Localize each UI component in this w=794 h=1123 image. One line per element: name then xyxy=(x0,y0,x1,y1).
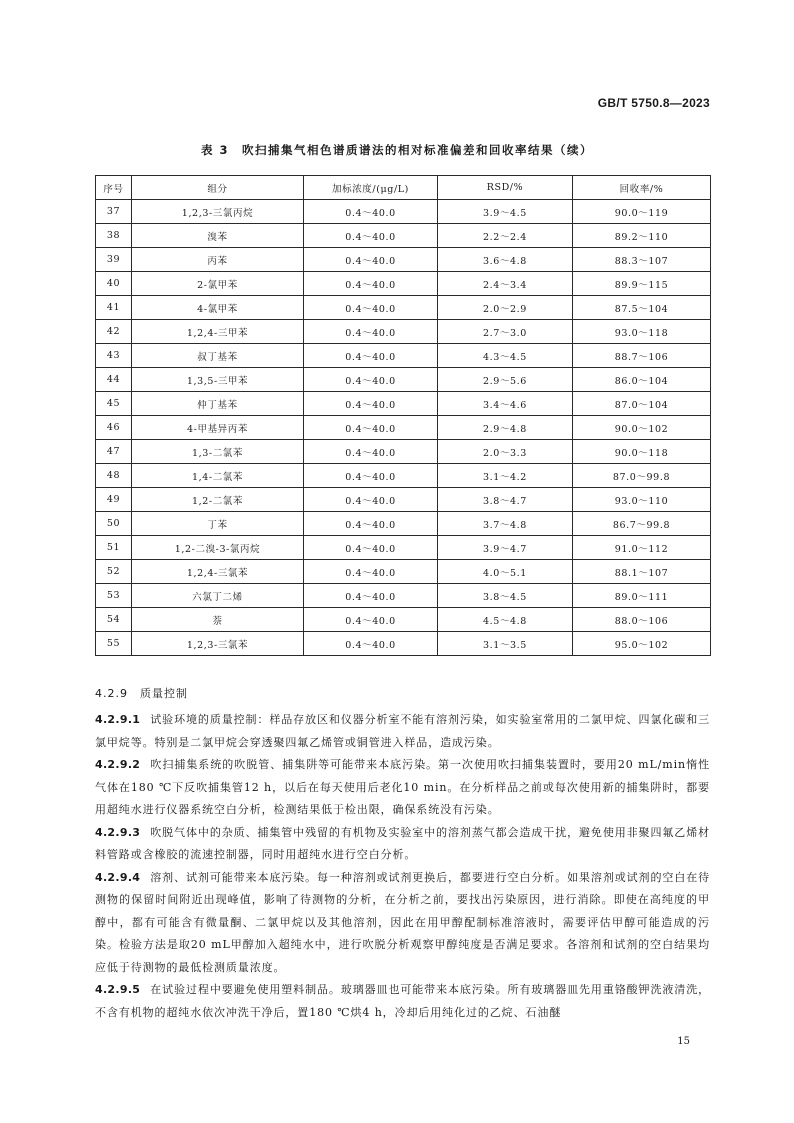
cell-component: 1,2,4-三甲苯 xyxy=(132,320,304,344)
cell-component: 2-氯甲苯 xyxy=(132,272,304,296)
clause-number: 4.2.9.5 xyxy=(95,983,141,996)
cell-rsd: 3.7～4.8 xyxy=(438,512,573,536)
clause-paragraph xyxy=(95,979,710,1024)
cell-number: 51 xyxy=(96,536,132,560)
cell-spike-concentration: 0.4～40.0 xyxy=(304,608,438,632)
cell-rsd: 4.5～4.8 xyxy=(438,608,573,632)
cell-component: 1,2-二氯苯 xyxy=(132,488,304,512)
column-header-rsd: RSD/% xyxy=(438,176,573,200)
clause-text: 吹扫捕集系统的吹脱管、捕集阱等可能带来本底污染。第一次使用吹扫捕集装置时，要用20 mL/min惰性气体在180 ℃下反吹捕集管12 h，以后在每天使用后老化10 min。在分析样品之前或每次使用新的捕集阱时，都要用超纯水进行仪器系统空白分析，检测结果低于检出限，确保系统没有污染。 xyxy=(95,758,710,816)
cell-component: 1,2,3-三氯苯 xyxy=(132,632,304,656)
cell-rsd: 3.1～4.2 xyxy=(438,464,573,488)
cell-recovery: 90.0～119 xyxy=(573,200,711,224)
table-row xyxy=(96,200,711,224)
clause-paragraph xyxy=(95,822,710,867)
cell-spike-concentration: 0.4～40.0 xyxy=(304,224,438,248)
cell-number: 40 xyxy=(96,272,132,296)
table-row xyxy=(96,584,711,608)
cell-rsd: 3.9～4.7 xyxy=(438,536,573,560)
section-number: 4.2.9 xyxy=(95,687,128,700)
column-header-spike-concentration: 加标浓度/(μg/L) xyxy=(304,176,438,200)
table-header-row xyxy=(96,176,711,200)
clause-text: 试验环境的质量控制：样品存放区和仪器分析室不能有溶剂污染，如实验室常用的二氯甲烷、四氯化碳和三氯甲烷等。特别是二氯甲烷会穿透聚四氟乙烯管或铜管进入样品，造成污染。 xyxy=(95,713,710,749)
cell-recovery: 90.0～102 xyxy=(573,416,711,440)
cell-component: 4-甲基异丙苯 xyxy=(132,416,304,440)
cell-recovery: 89.0～111 xyxy=(573,584,711,608)
table-body xyxy=(96,200,711,656)
cell-number: 39 xyxy=(96,248,132,272)
cell-rsd: 3.8～4.5 xyxy=(438,584,573,608)
clause-paragraph xyxy=(95,754,710,822)
cell-number: 54 xyxy=(96,608,132,632)
cell-component: 丙苯 xyxy=(132,248,304,272)
cell-rsd: 2.0～2.9 xyxy=(438,296,573,320)
cell-component: 1,4-二氯苯 xyxy=(132,464,304,488)
table-row xyxy=(96,536,711,560)
clause-paragraph xyxy=(95,867,710,980)
table-row xyxy=(96,416,711,440)
cell-spike-concentration: 0.4～40.0 xyxy=(304,272,438,296)
cell-number: 53 xyxy=(96,584,132,608)
cell-rsd: 3.1～3.5 xyxy=(438,632,573,656)
table-row xyxy=(96,632,711,656)
cell-rsd: 2.4～3.4 xyxy=(438,272,573,296)
cell-rsd: 3.4～4.6 xyxy=(438,392,573,416)
cell-recovery: 88.1～107 xyxy=(573,560,711,584)
cell-recovery: 89.2～110 xyxy=(573,224,711,248)
table-row xyxy=(96,224,711,248)
table-row xyxy=(96,344,711,368)
cell-component: 4-氯甲苯 xyxy=(132,296,304,320)
table-caption: 表 3 吹扫捕集气相色谱质谱法的相对标准偏差和回收率结果（续） xyxy=(200,143,593,157)
clause-text: 溶剂、试剂可能带来本底污染。每一种溶剂或试剂更换后，都要进行空白分析。如果溶剂或试剂的空白在待测物的保留时间附近出现峰值，影响了待测物的分析，在分析之前，要找出污染原因，进行消除。即使在高纯度的甲醇中，都有可能含有微量酮、二氯甲烷以及其他溶剂，因此在用甲醇配制标准溶液时，需要评估甲醇可能造成的污染。检验方法是取20 mL甲醇加入超纯水中，进行吹脱分析观察甲醇纯度是否满足要求。各溶剂和试剂的空白结果均应低于待测物的最低检测质量浓度。 xyxy=(95,870,710,974)
cell-component: 溴苯 xyxy=(132,224,304,248)
cell-component: 丁苯 xyxy=(132,512,304,536)
cell-recovery: 90.0～118 xyxy=(573,440,711,464)
cell-recovery: 88.0～106 xyxy=(573,608,711,632)
cell-component: 叔丁基苯 xyxy=(132,344,304,368)
clause-list xyxy=(95,709,710,1024)
cell-spike-concentration: 0.4～40.0 xyxy=(304,440,438,464)
table-row xyxy=(96,296,711,320)
cell-spike-concentration: 0.4～40.0 xyxy=(304,512,438,536)
cell-recovery: 93.0～118 xyxy=(573,320,711,344)
cell-component: 1,2-二溴-3-氯丙烷 xyxy=(132,536,304,560)
cell-number: 43 xyxy=(96,344,132,368)
cell-spike-concentration: 0.4～40.0 xyxy=(304,344,438,368)
cell-recovery: 88.3～107 xyxy=(573,248,711,272)
column-header-recovery: 回收率/% xyxy=(573,176,711,200)
cell-spike-concentration: 0.4～40.0 xyxy=(304,248,438,272)
cell-number: 55 xyxy=(96,632,132,656)
clause-number: 4.2.9.3 xyxy=(95,825,141,839)
table-row xyxy=(96,368,711,392)
cell-number: 45 xyxy=(96,392,132,416)
cell-rsd: 3.9～4.5 xyxy=(438,200,573,224)
cell-recovery: 88.7～106 xyxy=(573,344,711,368)
cell-rsd: 2.2～2.4 xyxy=(438,224,573,248)
table-row xyxy=(96,512,711,536)
cell-spike-concentration: 0.4～40.0 xyxy=(304,200,438,224)
cell-spike-concentration: 0.4～40.0 xyxy=(304,464,438,488)
cell-number: 41 xyxy=(96,296,132,320)
cell-spike-concentration: 0.4～40.0 xyxy=(304,536,438,560)
cell-component: 萘 xyxy=(132,608,304,632)
cell-recovery: 87.0～99.8 xyxy=(573,464,711,488)
cell-number: 38 xyxy=(96,224,132,248)
cell-component: 六氯丁二烯 xyxy=(132,584,304,608)
cell-rsd: 3.8～4.7 xyxy=(438,488,573,512)
cell-spike-concentration: 0.4～40.0 xyxy=(304,392,438,416)
cell-spike-concentration: 0.4～40.0 xyxy=(304,488,438,512)
table-row xyxy=(96,272,711,296)
table-row xyxy=(96,320,711,344)
cell-spike-concentration: 0.4～40.0 xyxy=(304,416,438,440)
cell-component: 1,2,3-三氯丙烷 xyxy=(132,200,304,224)
cell-number: 50 xyxy=(96,512,132,536)
clause-paragraph xyxy=(95,709,710,754)
cell-number: 48 xyxy=(96,464,132,488)
cell-recovery: 89.9～115 xyxy=(573,272,711,296)
cell-rsd: 2.7～3.0 xyxy=(438,320,573,344)
cell-number: 44 xyxy=(96,368,132,392)
table-row xyxy=(96,464,711,488)
cell-spike-concentration: 0.4～40.0 xyxy=(304,296,438,320)
cell-recovery: 93.0～110 xyxy=(573,488,711,512)
cell-component: 1,3,5-三甲苯 xyxy=(132,368,304,392)
cell-spike-concentration: 0.4～40.0 xyxy=(304,632,438,656)
cell-number: 42 xyxy=(96,320,132,344)
standard-code: GB/T 5750.8—2023 xyxy=(597,96,710,110)
table-row xyxy=(96,608,711,632)
cell-number: 37 xyxy=(96,200,132,224)
results-table xyxy=(95,175,711,656)
cell-component: 仲丁基苯 xyxy=(132,392,304,416)
cell-rsd: 4.3～4.5 xyxy=(438,344,573,368)
cell-component: 1,2,4-三氯苯 xyxy=(132,560,304,584)
cell-recovery: 87.0～104 xyxy=(573,392,711,416)
cell-recovery: 95.0～102 xyxy=(573,632,711,656)
clause-text: 在试验过程中要避免使用塑料制品。玻璃器皿也可能带来本底污染。所有玻璃器皿先用重铬酸钾洗液清洗，不含有机物的超纯水依次冲洗干净后，置180 ℃烘4 h，冷却后用纯化过的乙烷、石油醚 xyxy=(95,983,710,1019)
cell-rsd: 2.9～4.8 xyxy=(438,416,573,440)
cell-number: 46 xyxy=(96,416,132,440)
clause-number: 4.2.9.1 xyxy=(95,713,141,726)
cell-recovery: 87.5～104 xyxy=(573,296,711,320)
cell-component: 1,3-二氯苯 xyxy=(132,440,304,464)
clause-text: 吹脱气体中的杂质、捕集管中残留的有机物及实验室中的溶剂蒸气都会造成干扰，避免使用非聚四氟乙烯材料管路或含橡胶的流速控制器，同时用超纯水进行空白分析。 xyxy=(95,825,710,861)
table-row xyxy=(96,560,711,584)
table-row xyxy=(96,392,711,416)
section-title: 质量控制 xyxy=(140,687,188,700)
cell-rsd: 2.0～3.3 xyxy=(438,440,573,464)
cell-recovery: 86.0～104 xyxy=(573,368,711,392)
cell-recovery: 86.7～99.8 xyxy=(573,512,711,536)
cell-number: 47 xyxy=(96,440,132,464)
cell-spike-concentration: 0.4～40.0 xyxy=(304,584,438,608)
cell-spike-concentration: 0.4～40.0 xyxy=(304,320,438,344)
cell-rsd: 3.6～4.8 xyxy=(438,248,573,272)
cell-recovery: 91.0～112 xyxy=(573,536,711,560)
cell-spike-concentration: 0.4～40.0 xyxy=(304,368,438,392)
cell-spike-concentration: 0.4～40.0 xyxy=(304,560,438,584)
table-row xyxy=(96,248,711,272)
cell-rsd: 4.0～5.1 xyxy=(438,560,573,584)
clause-number: 4.2.9.2 xyxy=(95,758,141,771)
table-row xyxy=(96,488,711,512)
page-number: 15 xyxy=(677,1036,690,1047)
cell-number: 52 xyxy=(96,560,132,584)
table-row xyxy=(96,440,711,464)
cell-number: 49 xyxy=(96,488,132,512)
cell-rsd: 2.9～5.6 xyxy=(438,368,573,392)
clause-number: 4.2.9.4 xyxy=(95,870,141,884)
section-heading xyxy=(95,685,188,701)
column-header-component: 组分 xyxy=(132,176,304,200)
column-header-number: 序号 xyxy=(96,176,132,200)
